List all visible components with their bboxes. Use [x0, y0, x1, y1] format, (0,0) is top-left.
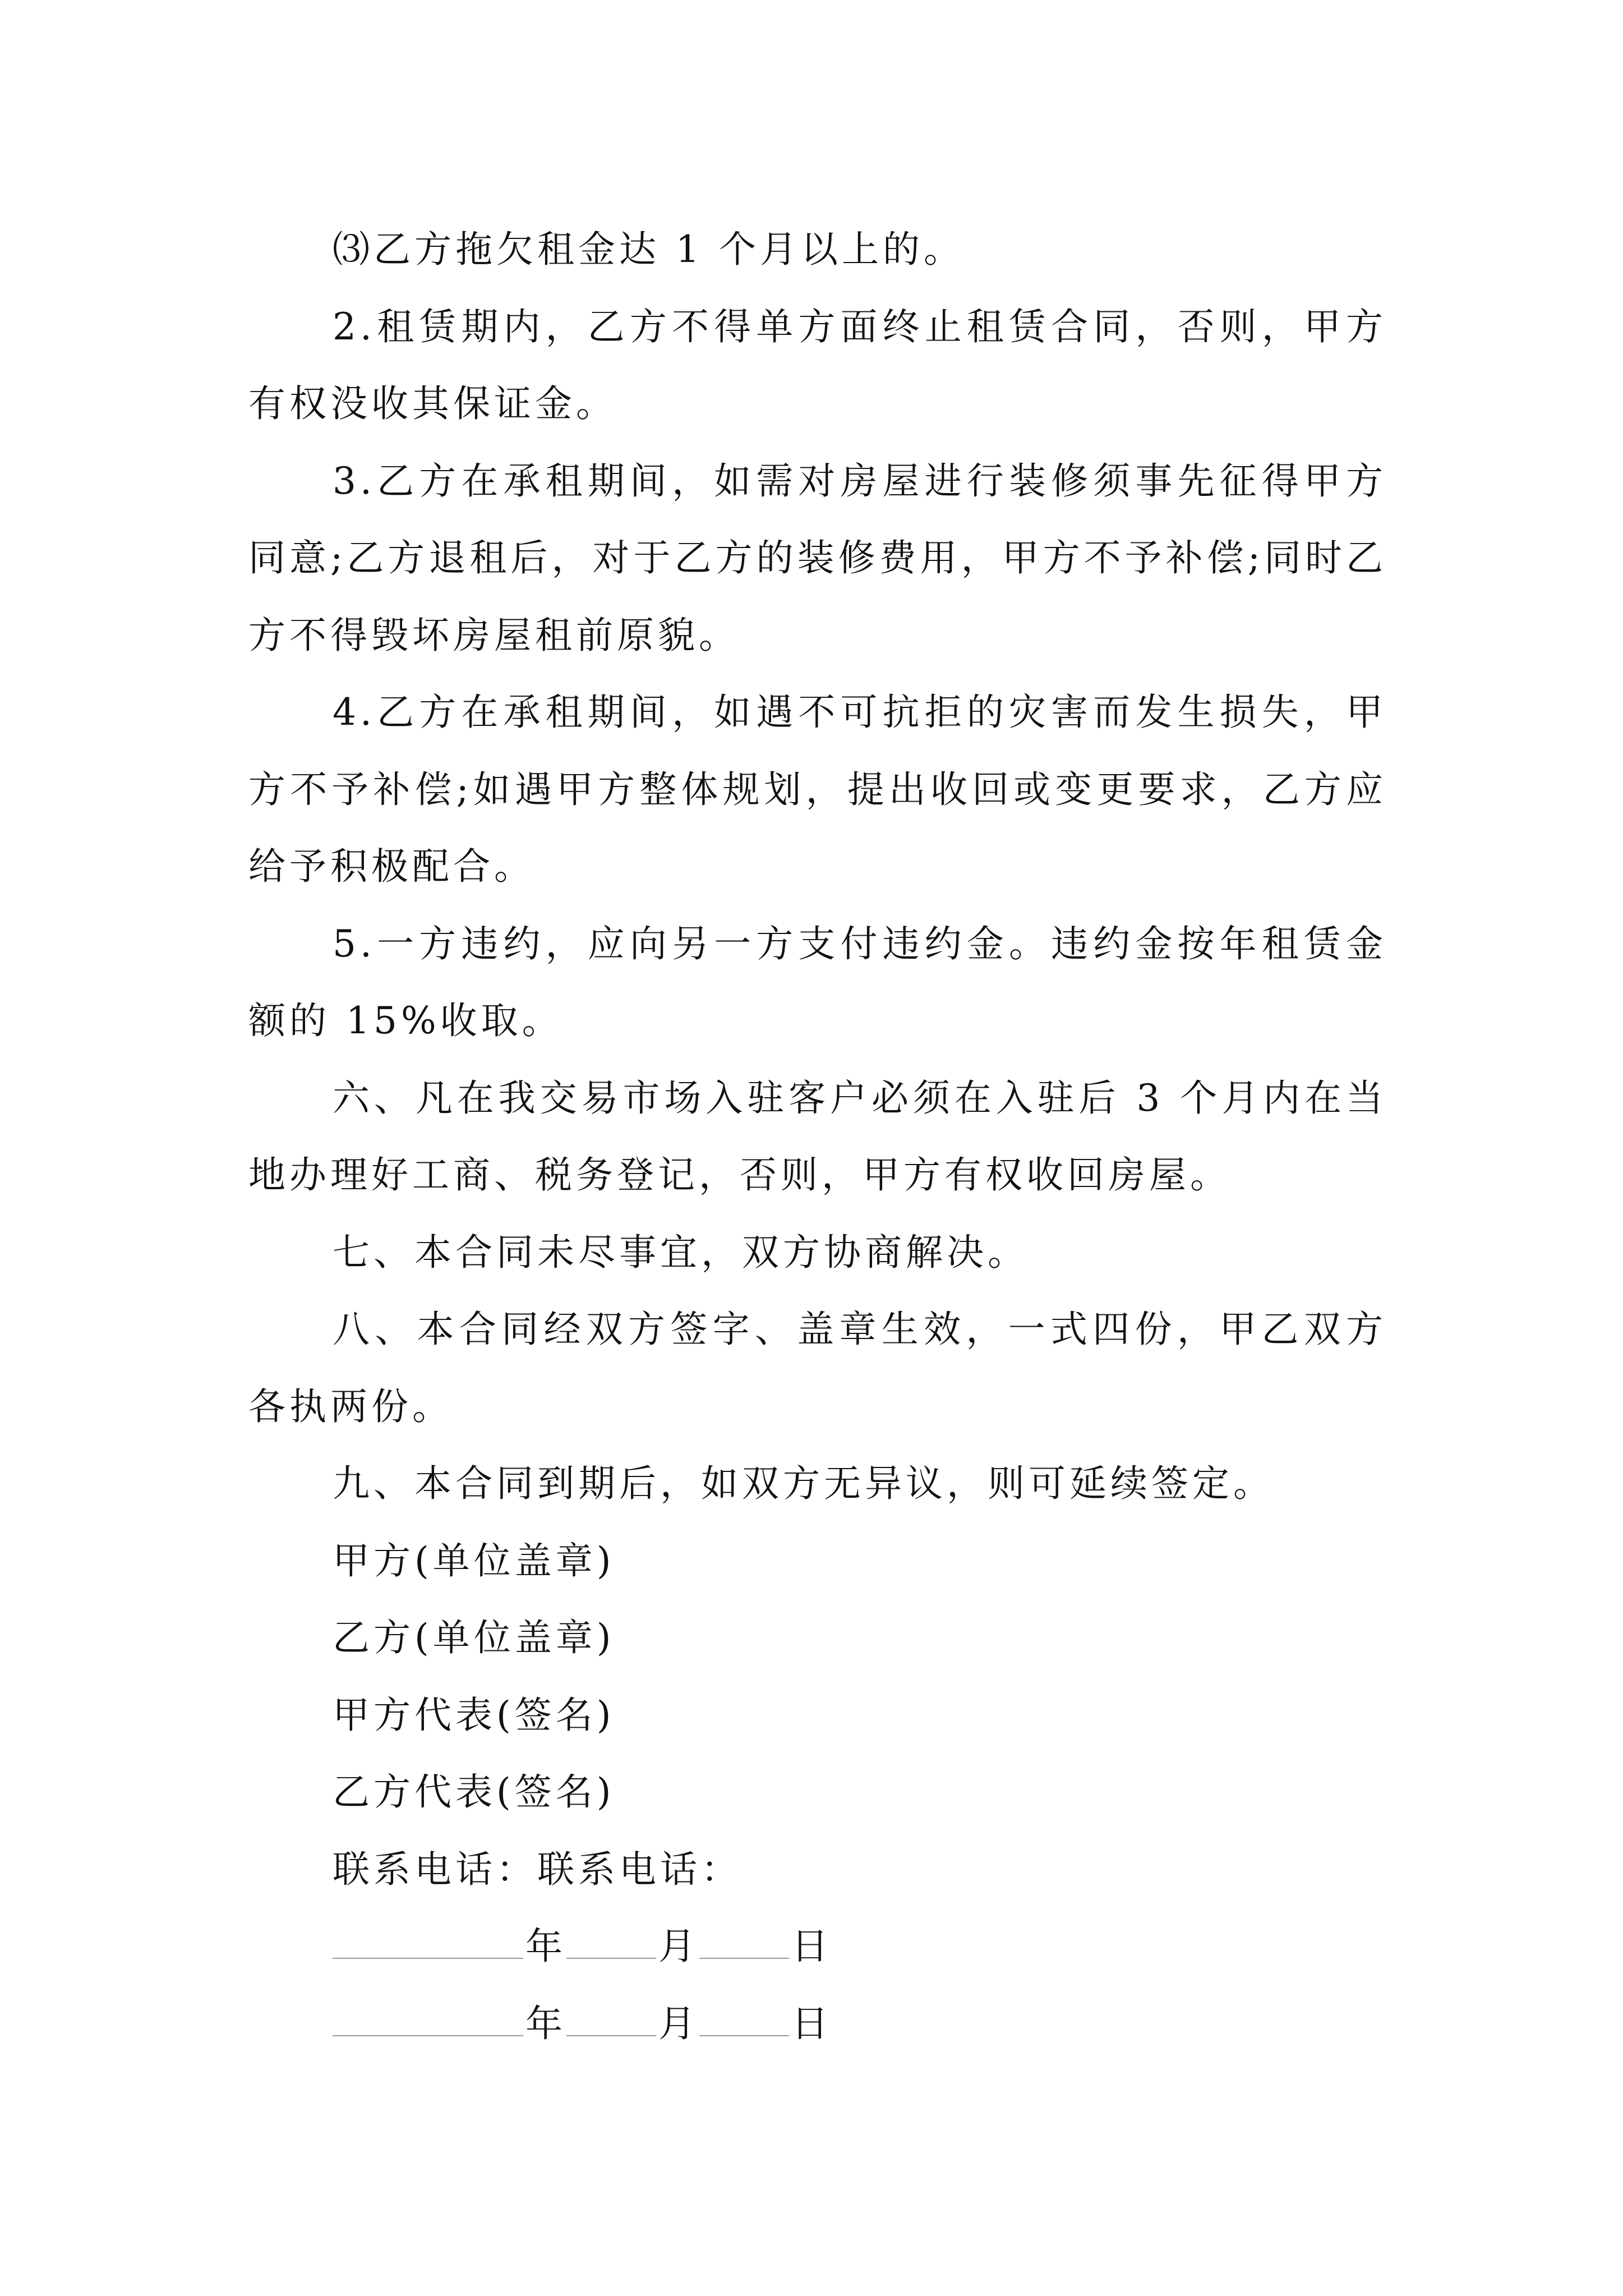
year-label: 年	[525, 1925, 566, 1968]
contact-phone-line: 联系电话：联系电话：	[333, 1847, 742, 1891]
clause-paragraph: 八、本合同经双方签字、盖章生效，一式四份，甲乙双方各执两份。	[248, 1308, 1387, 1428]
month-blank	[566, 1925, 656, 1959]
contract-body	[248, 211, 1387, 2062]
party-b-seal-line: 乙方(单位盖章)	[333, 1616, 615, 1659]
clause-paragraph: 2.租赁期内，乙方不得单方面终止租赁合同，否则，甲方有权没收其保证金。	[248, 305, 1387, 425]
month-label: 月	[658, 1925, 699, 1968]
day-label: 日	[791, 2001, 832, 2045]
party-a-representative-line: 甲方代表(签名)	[333, 1693, 615, 1737]
clause-paragraph: 九、本合同到期后，如双方无异议，则可延续签定。	[333, 1462, 1274, 1505]
clause-paragraph: ⑶乙方拖欠租金达 1 个月以上的。	[333, 228, 965, 271]
party-a-seal-line: 甲方(单位盖章)	[333, 1539, 615, 1582]
clause-paragraph: 5.一方违约，应向另一方支付违约金。违约金按年租赁金额的 15%收取。	[248, 922, 1387, 1042]
day-blank	[699, 2003, 789, 2036]
clause-paragraph: 七、本合同未尽事宜，双方协商解决。	[333, 1230, 1029, 1274]
month-label: 月	[658, 2001, 699, 2045]
clause-paragraph: 4.乙方在承租期间，如遇不可抗拒的灾害而发生损失，甲方不予补偿;如遇甲方整体规划，提出收回或变更要求，乙方应给予积极配合。	[248, 691, 1387, 888]
date-line-party-a	[333, 1908, 1387, 1985]
clause-paragraph: 六、凡在我交易市场入驻客户必须在入驻后 3 个月内在当地办理好工商、税务登记，否则，甲方有权收回房屋。	[248, 1076, 1387, 1197]
year-blank	[333, 2003, 523, 2036]
date-line-party-b	[333, 1985, 1387, 2063]
month-blank	[566, 2003, 656, 2036]
day-label: 日	[791, 1925, 832, 1968]
day-blank	[699, 1925, 789, 1959]
clause-paragraph: 3.乙方在承租期间，如需对房屋进行装修须事先征得甲方同意;乙方退租后，对于乙方的装修费用，甲方不予补偿;同时乙方不得毁坏房屋租前原貌。	[248, 459, 1387, 657]
year-blank	[333, 1925, 523, 1959]
year-label: 年	[525, 2001, 566, 2045]
party-b-representative-line: 乙方代表(签名)	[333, 1770, 615, 1814]
